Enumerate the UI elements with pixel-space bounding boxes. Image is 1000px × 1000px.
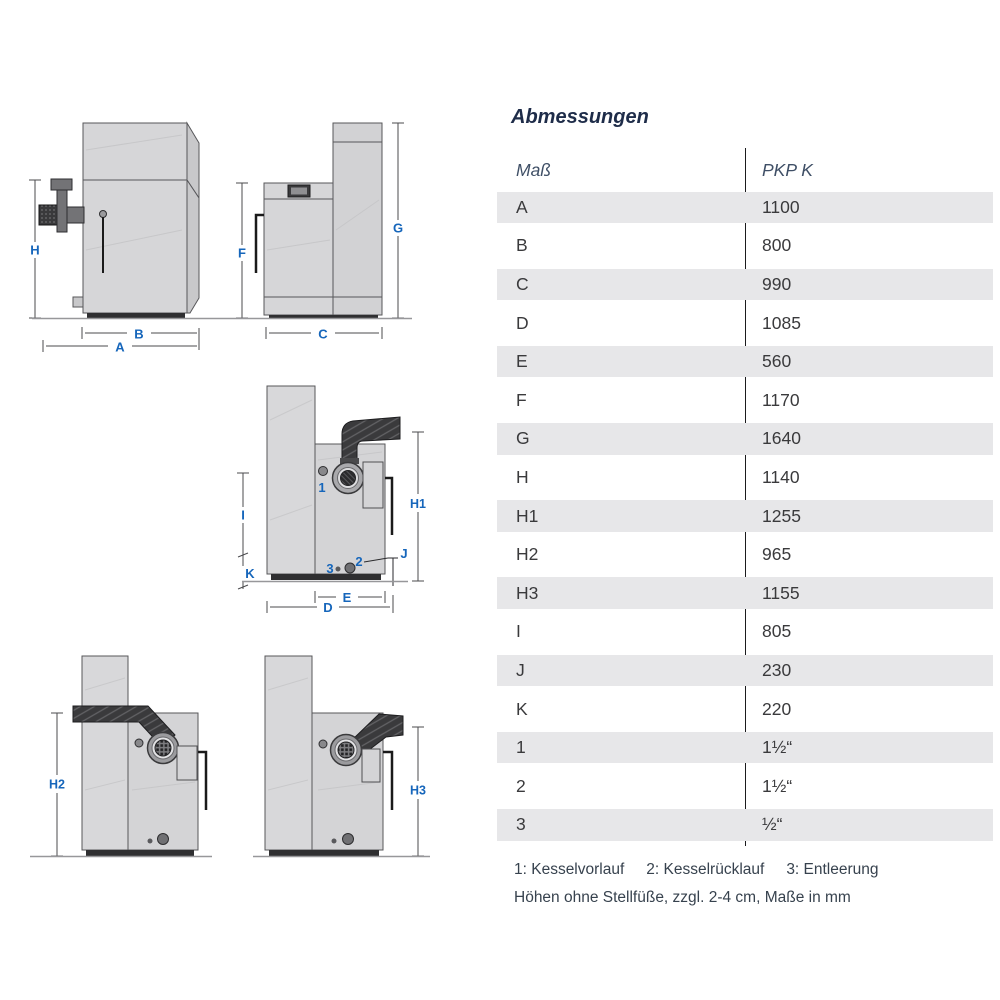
row-value: 1½“ xyxy=(762,737,793,758)
row-label: H2 xyxy=(516,544,539,565)
row-value: 1255 xyxy=(762,505,801,526)
door-handle xyxy=(383,752,392,810)
dim-label-d: D xyxy=(323,600,333,615)
row-value: 1640 xyxy=(762,428,801,449)
table-row xyxy=(497,767,993,806)
dim-label-f: F xyxy=(238,245,246,261)
table-row xyxy=(497,728,993,767)
table-header-model: PKP K xyxy=(762,159,813,180)
table-row xyxy=(497,342,993,381)
footnote-entleerung: 3: Entleerung xyxy=(786,861,879,878)
port-3-entleerung xyxy=(332,839,337,844)
port-2-kesselruecklauf xyxy=(345,563,355,573)
rear-view-drawing xyxy=(235,378,435,625)
dim-label-j: J xyxy=(400,546,408,561)
door-handle xyxy=(256,215,264,273)
table-header-dimension: Maß xyxy=(516,159,551,180)
row-label: 2 xyxy=(516,775,526,796)
table-row xyxy=(497,420,993,459)
port-3-entleerung xyxy=(336,567,341,572)
dim-label-g: G xyxy=(392,220,404,236)
table-row xyxy=(497,806,993,845)
row-value: 800 xyxy=(762,235,792,256)
footnote-connections xyxy=(514,861,879,879)
boiler-base xyxy=(86,850,194,856)
dimension-table xyxy=(497,188,993,844)
row-value: 1100 xyxy=(762,196,800,217)
port-label-3: 3 xyxy=(326,561,334,576)
port-1-kesselvorlauf xyxy=(319,467,328,476)
fan-icon xyxy=(148,733,179,764)
row-value: 1170 xyxy=(762,389,800,410)
row-label: D xyxy=(516,312,529,333)
dim-label-b: B xyxy=(134,326,144,342)
row-value: ½“ xyxy=(762,814,783,835)
boiler-rear-flue-right xyxy=(253,656,430,857)
boiler-rear-flue-left xyxy=(30,656,212,857)
rear-view-flue-left-drawing xyxy=(25,648,235,875)
port-label-1: 1 xyxy=(318,480,326,495)
front-and-side-view-drawing xyxy=(25,105,420,355)
row-label: B xyxy=(516,235,528,256)
table-row xyxy=(497,227,993,266)
table-row xyxy=(497,613,993,652)
fan-icon xyxy=(333,463,364,494)
port-label-2: 2 xyxy=(355,554,363,569)
port-1-kesselvorlauf xyxy=(135,739,143,747)
dim-label-i: I xyxy=(241,507,245,523)
port-3-entleerung xyxy=(148,839,153,844)
row-label: E xyxy=(516,351,528,372)
row-value: 805 xyxy=(762,621,792,642)
page-title: Abmessungen xyxy=(511,106,649,128)
row-label: H3 xyxy=(516,582,539,603)
boiler-base xyxy=(87,313,185,318)
row-value: 560 xyxy=(762,351,792,372)
port-1-kesselvorlauf xyxy=(319,740,327,748)
footnote-kesselvorlauf: 1: Kesselvorlauf xyxy=(514,861,625,878)
dim-label-c: C xyxy=(318,326,328,342)
dim-label-h: H xyxy=(30,242,40,258)
row-label: G xyxy=(516,428,530,449)
row-label: A xyxy=(516,196,528,217)
row-label: F xyxy=(516,389,527,410)
table-row xyxy=(497,574,993,613)
port-2-kesselruecklauf xyxy=(343,834,354,845)
side-box xyxy=(362,749,380,782)
row-label: H1 xyxy=(516,505,539,526)
burner-icon xyxy=(39,179,84,232)
rear-view-flue-right-drawing xyxy=(248,648,435,875)
side-tab xyxy=(73,297,83,307)
table-row xyxy=(497,535,993,574)
row-value: 1085 xyxy=(762,312,801,333)
footnote-kesselruecklauf: 2: Kesselrücklauf xyxy=(646,861,765,878)
row-label: C xyxy=(516,273,529,294)
display-screen xyxy=(291,188,307,195)
table-row xyxy=(497,690,993,729)
row-value: 1155 xyxy=(762,582,800,603)
port-2-kesselruecklauf xyxy=(158,834,169,845)
dim-label-k: K xyxy=(245,566,255,581)
row-value: 1½“ xyxy=(762,775,793,796)
boiler-rear-view xyxy=(237,386,426,615)
boiler-front-view xyxy=(29,123,199,355)
table-row xyxy=(497,497,993,536)
row-label: K xyxy=(516,698,528,719)
dim-label-a: A xyxy=(115,339,125,355)
door-handle xyxy=(385,478,392,535)
fan-icon xyxy=(331,735,362,766)
side-box xyxy=(177,746,197,780)
row-value: 1140 xyxy=(762,466,800,487)
table-row xyxy=(497,265,993,304)
boiler-base xyxy=(269,850,379,856)
table-row xyxy=(497,381,993,420)
table-row xyxy=(497,304,993,343)
row-label: 1 xyxy=(516,737,526,758)
door-handle xyxy=(198,752,206,810)
table-row xyxy=(497,188,993,227)
row-value: 990 xyxy=(762,273,792,294)
dim-label-h1: H1 xyxy=(410,497,426,511)
table-row xyxy=(497,651,993,690)
row-label: I xyxy=(516,621,521,642)
dim-label-h3: H3 xyxy=(410,783,426,798)
row-value: 220 xyxy=(762,698,792,719)
row-label: J xyxy=(516,659,525,680)
table-row xyxy=(497,458,993,497)
row-label: 3 xyxy=(516,814,526,835)
footnote-note: Höhen ohne Stellfüße, zzgl. 2-4 cm, Maße in mm xyxy=(514,889,851,906)
dim-label-e: E xyxy=(342,590,352,605)
side-box xyxy=(363,462,383,508)
row-value: 230 xyxy=(762,659,792,680)
row-value: 965 xyxy=(762,544,792,565)
row-label: H xyxy=(516,466,529,487)
dim-label-h2: H2 xyxy=(49,777,65,792)
boiler-side-view xyxy=(236,123,404,342)
